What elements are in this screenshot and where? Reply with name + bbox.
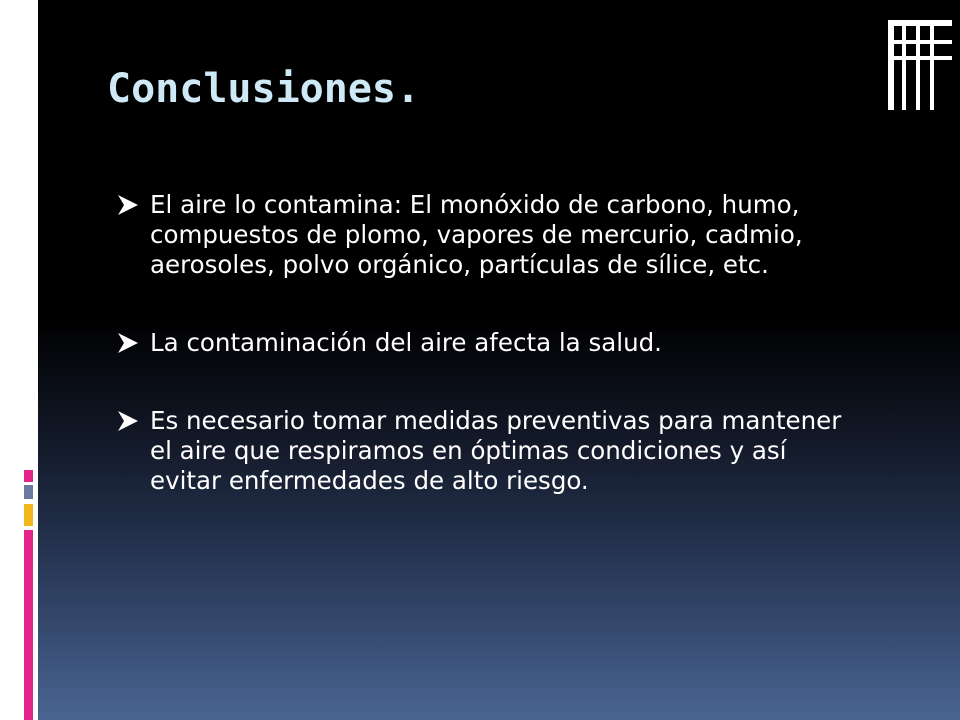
bullet-list xyxy=(114,190,854,544)
arrowhead-bullet-icon xyxy=(114,329,142,357)
bullet-text: La contaminación del aire afecta la salud. xyxy=(150,328,662,357)
decor-strip-gold xyxy=(24,504,33,526)
decor-strip-pink xyxy=(24,530,33,720)
arrowhead-bullet-icon xyxy=(114,407,142,435)
decor-strip xyxy=(28,0,32,120)
bullet-item xyxy=(114,190,854,280)
bullet-item xyxy=(114,328,854,358)
decor-strip-steel xyxy=(24,485,33,499)
decor-strip-pink xyxy=(24,470,33,482)
bullet-text: Es necesario tomar medidas preventivas para mantener el aire que respiramos en óptimas condiciones y así evitar enfermedades de alto riesgo. xyxy=(150,406,842,495)
bullet-item xyxy=(114,406,854,496)
corner-decoration xyxy=(888,20,952,110)
bullet-text: El aire lo contamina: El monóxido de carbono, humo, compuestos de plomo, vapores de mercurio, cadmio, aerosoles, polvo orgánico, partículas de sílice, etc. xyxy=(150,190,803,279)
slide-title: Conclusiones. xyxy=(107,66,421,112)
arrowhead-bullet-icon xyxy=(114,191,142,219)
decor-strip xyxy=(20,0,26,150)
